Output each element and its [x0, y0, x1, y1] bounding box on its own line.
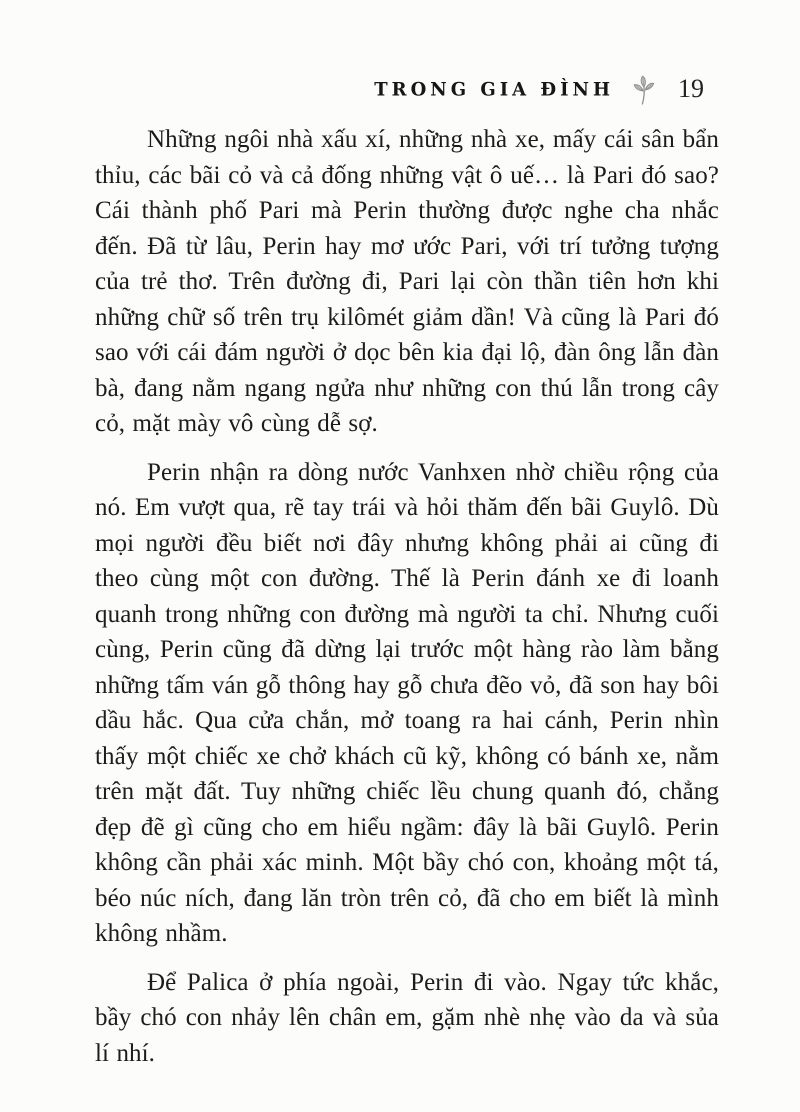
paragraph: Để Palica ở phía ngoài, Perin đi vào. Ngay tức khắc, bầy chó con nhảy lên chân em, gặm nhè nhẹ vào da và sủa lí nhí. [95, 968, 719, 1067]
page-number: 19 [678, 74, 704, 103]
paragraph: Những ngôi nhà xấu xí, những nhà xe, mấy cái sân bẩn thỉu, các bãi cỏ và cả đống những vật ô uế… là Pari đó sao? Cái thành phố Pari mà Perin thường được nghe cha nhắc đến. Đã từ lâu, Perin hay mơ ước Pari, với trí tưởng tượng của trẻ thơ. Trên đường đi, Pari lại còn thần tiên hơn khi những chữ số trên trụ kilômét giảm dần! Và cũng là Pari đó sao với cái đám người ở dọc bên kia đại lộ, đàn ông lẫn đàn bà, đang nằm ngang ngửa như những con thú lẫn trong cây cỏ, mặt mày vô cùng dễ sợ. [95, 126, 719, 437]
chapter-title: TRONG GIA ĐÌNH [374, 77, 614, 101]
running-head [0, 72, 708, 106]
body-text [95, 122, 719, 1084]
leaf-sprig-icon [630, 74, 658, 106]
paragraph: Perin nhận ra dòng nước Vanhxen nhờ chiều rộng của nó. Em vượt qua, rẽ tay trái và hỏi thăm đến bãi Guylô. Dù mọi người đều biết nơi đây nhưng không phải ai cũng đi theo cùng một con đường. Thế là Perin đánh xe đi loanh quanh trong những con đường mà người ta chỉ. Nhưng cuối cùng, Perin cũng đã dừng lại trước một hàng rào làm bằng những tấm ván gỗ thông hay gỗ chưa đẽo vỏ, đã son hay bôi dầu hắc. Qua cửa chắn, mở toang ra hai cánh, Perin nhìn thấy một chiếc xe chở khách cũ kỹ, không có bánh xe, nằm trên mặt đất. Tuy những chiếc lều chung quanh đó, chẳng đẹp đẽ gì cũng cho em hiểu ngầm: đây là bãi Guylô. Perin không cần phải xác minh. Một bầy chó con, khoảng một tá, béo núc ních, đang lăn tròn trên cỏ, đã cho em biết là mình không nhầm. [95, 458, 719, 947]
